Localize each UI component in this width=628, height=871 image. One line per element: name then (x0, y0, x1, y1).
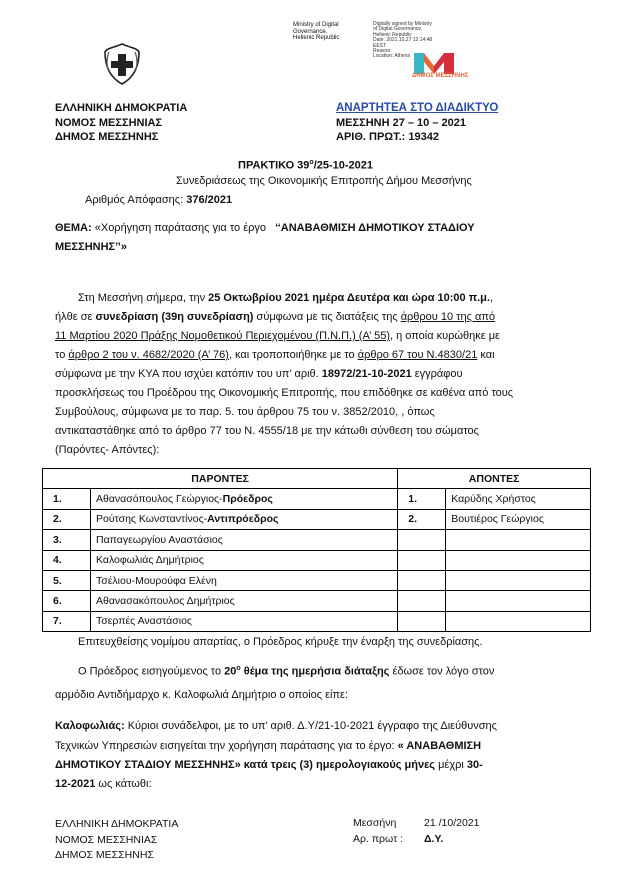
row-number: 1. (43, 489, 91, 509)
body-text: εγγράφου (411, 368, 463, 380)
absent-number (398, 550, 446, 570)
absent-name: Βουτιέρος Γεώργιος (446, 509, 591, 529)
table-row (43, 591, 591, 611)
absent-number: 2. (398, 509, 446, 529)
row-number: 3. (43, 530, 91, 550)
deadline-date: 12-2021 (55, 778, 96, 790)
present-name: Αθανασακόπουλος Δημήτριος (96, 595, 235, 608)
signature-signer (293, 22, 339, 42)
logo-caption: ΔΗΜΟΣ ΜΕΣΣΗΝΗΣ (412, 73, 469, 79)
body-line-9: (Παρόντες- Απόντες): (55, 444, 160, 456)
body-text: , (489, 292, 494, 304)
footer-line: ΝΟΜΟΣ ΜΕΣΣΗΝΙΑΣ (55, 833, 158, 846)
absent-name (446, 611, 591, 631)
absent-name (446, 570, 591, 590)
speech-line-3 (55, 756, 483, 775)
subject-text: «Χορήγηση παράτασης για το έργο (94, 222, 266, 234)
table-row (43, 509, 591, 529)
body-text: σύμφωνα με τις διατάξεις της (253, 311, 401, 323)
header-line: ΕΛΛΗΝΙΚΗ ΔΗΜΟΚΡΑΤΙΑ (55, 102, 188, 114)
absent-name (446, 591, 591, 611)
header-line: ΔΗΜΟΣ ΜΕΣΣΗΝΗΣ (55, 131, 159, 143)
footer-line: ΕΛΛΗΝΙΚΗ ΔΗΜΟΚΡΑΤΙΑ (55, 818, 179, 830)
body-line-7: Συμβούλους, σύμφωνα με το παρ. 5. του άρθρου 75 του ν. 3852/2010, , όπως (55, 406, 435, 418)
quorum-text: Επιτευχθείσης νομίμου απαρτίας, ο Πρόεδρος κήρυξε την έναρξη της συνεδρίασης. (78, 636, 483, 648)
row-number: 2. (43, 509, 91, 529)
signer-line: Governance, (293, 28, 328, 35)
body-bold: συνεδρίαση (39η συνεδρίαση) (95, 311, 254, 323)
absent-name (446, 550, 591, 570)
title-sup: ο (309, 159, 314, 166)
row-number: 4. (43, 550, 91, 570)
present-role: Πρόεδρος (222, 493, 273, 506)
body-line-2 (55, 308, 495, 327)
header-left (55, 101, 187, 145)
header-line: ΝΟΜΟΣ ΜΕΣΣΗΝΙΑΣ (55, 116, 163, 129)
speech-text: Τεχνικών Υπηρεσιών εισηγείται την χορήγηση παράτασης για το έργο: (55, 740, 398, 752)
agenda-item-label: θέμα της ημερήσια διάταξης (240, 665, 390, 678)
header-right (336, 101, 498, 145)
agenda-item-number: 20 (224, 665, 237, 678)
absent-number (398, 591, 446, 611)
signature-detail-line: EEST (373, 42, 387, 49)
table-header-row (43, 469, 591, 489)
body-line-4 (55, 346, 495, 365)
city-date: ΜΕΣΣΗΝΗ 27 – 10 – 2021 (336, 116, 466, 129)
present-name: Καλοφωλιάς Δημήτριος (96, 554, 204, 567)
absent-number (398, 530, 446, 550)
protocol-number: ΑΡΙΘ. ΠΡΩΤ.: 19342 (336, 131, 439, 143)
subject-label: ΘΕΜΑ: (55, 222, 92, 234)
attendance-table (42, 468, 591, 632)
present-cell (91, 489, 398, 509)
present-cell (91, 570, 398, 590)
body-text: το (55, 349, 69, 361)
law-reference-link: άρθρου 10 της από (400, 311, 496, 323)
present-cell (91, 530, 398, 550)
signature-detail-line: Date: 2021.10.27 12:14:48 (373, 37, 433, 44)
table-row (43, 489, 591, 509)
present-cell (91, 509, 398, 529)
title-main: ΠΡΑΚΤΙΚΟ 39 (238, 159, 310, 172)
absent-name: Καρύδης Χρήστος (446, 489, 591, 509)
body-text: , η οποία κυρώθηκε με (389, 330, 500, 342)
table-row (43, 530, 591, 550)
absent-header: ΑΠΟΝΤΕΣ (398, 469, 591, 489)
footer-date: 21 /10/2021 (424, 817, 480, 829)
body-line-6: προσκλήσεως του Προέδρου της Οικονομικής Επιτροπής, που επιδόθηκε σε καθένα από τους (55, 387, 514, 399)
row-number: 7. (43, 611, 91, 631)
absent-name (446, 530, 591, 550)
intro-line-1 (78, 665, 494, 678)
signature-detail-line: Location: Athens (373, 53, 410, 60)
body-text: , και τροποποιήθηκε με το (228, 349, 358, 361)
footer-left (55, 817, 178, 864)
municipality-logo (404, 50, 480, 86)
speech-text: μέχρι (435, 759, 467, 771)
table-row (43, 570, 591, 590)
absent-number (398, 570, 446, 590)
subject-line-1 (55, 222, 475, 234)
signer-line: Hellenic Republic (293, 35, 340, 41)
body-line-5 (55, 365, 463, 384)
intro-text: έδωσε τον λόγο στον (389, 665, 495, 678)
intro-line-2: αρμόδιο Αντιδήμαρχο κ. Καλοφωλιά Δημήτριο ο οποίος είπε: (55, 689, 349, 701)
project-title: « ΑΝΑΒΑΘΜΙΣΗ (397, 740, 482, 752)
decision-value: 376/2021 (186, 194, 233, 206)
signature-detail-line: of Digital Governance, (373, 26, 423, 33)
footer-city: Μεσσήνη (353, 817, 397, 829)
footer-line: ΔΗΜΟΣ ΜΕΣΣΗΝΗΣ (55, 849, 154, 861)
row-number: 5. (43, 570, 91, 590)
present-name: Τσερπές Αναστάσιος (96, 615, 192, 628)
present-header: ΠΑΡΟΝΤΕΣ (43, 469, 398, 489)
decision-label: Αριθμός Απόφασης: (85, 194, 184, 206)
body-text: Στη Μεσσήνη σήμερα, την (78, 292, 209, 304)
body-line-8: αντικαταστάθηκε από το άρθρο 77 του Ν. 4555/18 με την κάτωθι σύνθεση του σώματος (55, 425, 479, 437)
footer-prot-value: Δ.Υ. (424, 833, 444, 845)
body-bold: 18972/21-10-2021 (321, 368, 412, 380)
signer-line: Ministry of Digital (293, 22, 339, 28)
speech-line-4 (55, 775, 152, 794)
row-number: 6. (43, 591, 91, 611)
present-name: Αθανασόπουλος Γεώργιος- (96, 493, 223, 506)
speech-text: ως κάτωθι: (95, 778, 152, 790)
absent-number (398, 611, 446, 631)
greek-emblem-icon (103, 42, 141, 86)
body-line-1 (78, 289, 493, 308)
present-cell (91, 591, 398, 611)
present-name: Ρούτσης Κωνσταντίνος- (96, 513, 208, 526)
speaker-name: Καλοφωλιάς: (55, 720, 125, 732)
signature-detail-line: Digitally signed by Ministry (373, 21, 432, 27)
title-rest: /25-10-2021 (313, 159, 374, 172)
absent-number: 1. (398, 489, 446, 509)
agenda-item-sup: ο (236, 665, 241, 672)
law-reference-link: 11 Μαρτίου 2020 Πράξης Νομοθετικού Περιεχομένου (Π.Ν.Π.) (Α’ 55) (55, 330, 390, 342)
body-bold: 25 Οκτωβρίου 2021 ημέρα Δευτέρα και ώρα 10:00 π.μ. (208, 292, 490, 304)
table-row (43, 550, 591, 570)
present-cell (91, 611, 398, 631)
minutes-title (238, 159, 373, 172)
body-text: σύμφωνα με την ΚΥΑ που ισχύει κατόπιν του υπ’ αριθ. (55, 368, 322, 380)
present-name: Τσέλιου-Μουρούφα Ελένη (96, 574, 217, 587)
body-line-3 (55, 327, 500, 346)
footer-prot-label: Αρ. πρωτ : (353, 833, 404, 845)
minutes-subtitle: Συνεδριάσεως της Οικονομικής Επιτροπής Δήμου Μεσσήνης (176, 175, 472, 187)
law-reference-link: άρθρο 2 του ν. 4682/2020 (Α’ 76) (68, 349, 229, 361)
law-reference-link: άρθρο 67 του Ν.4830/21 (357, 349, 478, 361)
signature-detail-line: Hellenic Republic (373, 31, 412, 38)
project-title: ΔΗΜΟΤΙΚΟΥ ΣΤΑΔΙΟΥ ΜΕΣΣΗΝΗΣ» κατά τρεις (3) ημερολογιακούς μήνες (55, 759, 436, 771)
subject-title: ‘‘ΑΝΑΒΑΘΜΙΣΗ ΔΗΜΟΤΙΚΟΥ ΣΤΑΔΙΟΥ (275, 222, 475, 234)
decision-number (85, 194, 232, 206)
subject-line-2: ΜΕΣΣΗΝΗΣ’’» (55, 241, 127, 253)
present-role: Αντιπρόεδρος (207, 513, 279, 526)
body-text: και (477, 349, 495, 361)
speech-text: Κύριοι συνάδελφοι, με το υπ’ αριθ. Δ.Υ/21-10-2021 έγγραφο της Διεύθυνσης (124, 720, 497, 732)
table-row (43, 611, 591, 631)
speech-line-2 (55, 737, 481, 756)
deadline-date: 30- (466, 759, 483, 771)
present-name: Παπαγεωργίου Αναστάσιος (96, 533, 223, 546)
speech-line-1 (55, 717, 497, 736)
intro-text: Ο Πρόεδρος εισηγούμενος το (78, 665, 225, 678)
signature-detail-line: Reason: (373, 48, 392, 55)
body-text: ήλθε σε (55, 311, 96, 323)
publish-online-label: ΑΝΑΡΤΗΤΕΑ ΣΤΟ ΔΙΑΔΙΚΤΥΟ (336, 102, 499, 114)
present-cell (91, 550, 398, 570)
